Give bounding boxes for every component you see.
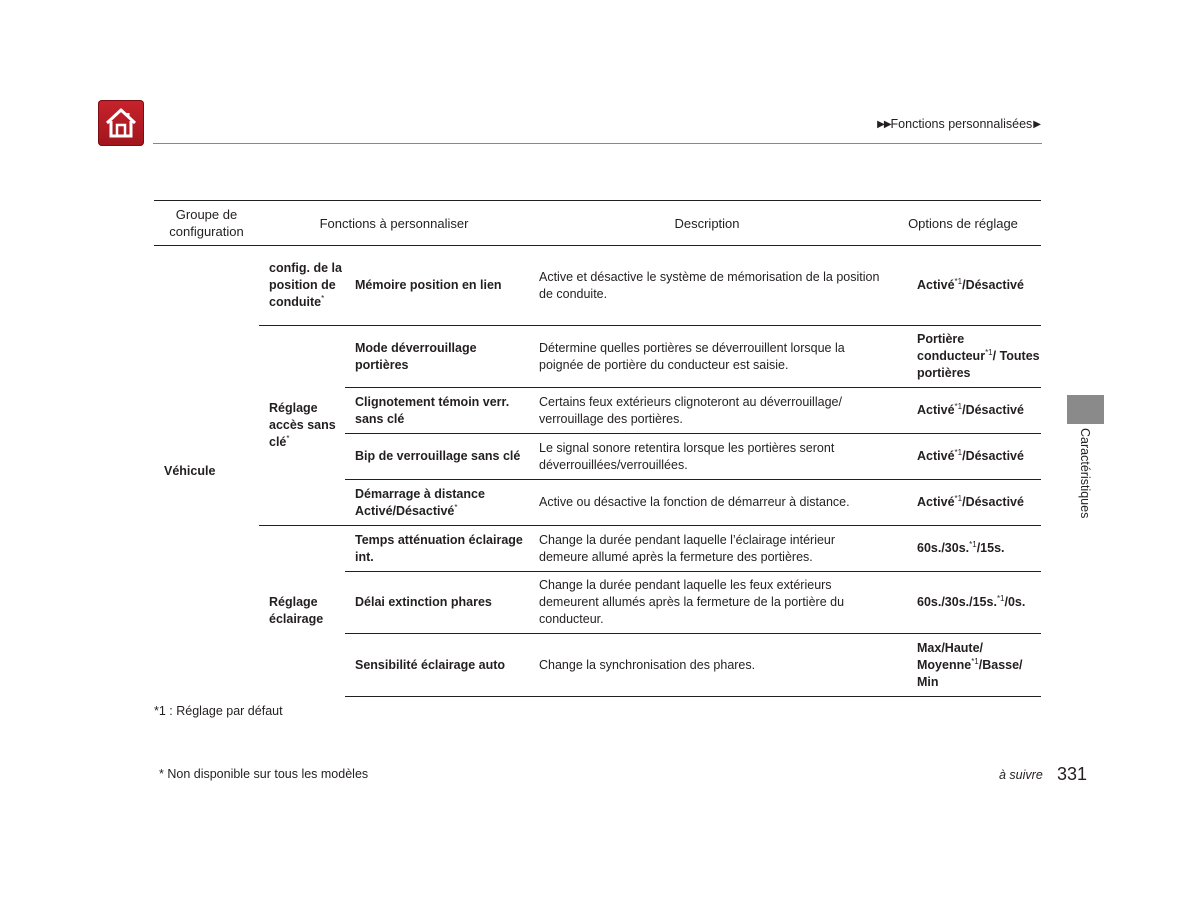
- options-cell: [885, 572, 1041, 634]
- footnote-mark: *1: [954, 402, 963, 411]
- options-cell: [885, 526, 1041, 572]
- function-cell: Délai extinction phares: [345, 572, 529, 634]
- column-header: Options de réglage: [885, 201, 1041, 246]
- footnote-mark: *1: [954, 494, 963, 503]
- description-cell: Active et désactive le système de mémorisation de la position de conduite.: [539, 269, 880, 301]
- continue-label: à suivre: [999, 768, 1043, 782]
- options-cell: [885, 246, 1041, 326]
- settings-table: [154, 200, 1041, 697]
- description-cell: Change la durée pendant laquelle l’éclairage intérieur demeure allumé après la fermeture des portières.: [529, 526, 885, 572]
- footnote-mark: *1: [954, 448, 963, 457]
- option-default: Activé: [917, 449, 955, 463]
- options-cell: [885, 434, 1041, 480]
- option-rest: /Basse/ Min: [917, 657, 1023, 689]
- footnote-mark: *1: [996, 594, 1005, 603]
- description-cell: Change la durée pendant laquelle les feux extérieurs demeurent allumés après la fermeture de la portière du conducteur.: [529, 572, 885, 634]
- chapter-tab[interactable]: [1067, 395, 1104, 424]
- option-rest: /Désactivé: [962, 278, 1024, 292]
- breadcrumb-arrows-icon: ▶▶: [877, 118, 891, 130]
- option-default: Activé: [917, 278, 955, 292]
- table-row: [154, 246, 1041, 326]
- options-cell: [885, 480, 1041, 526]
- option-rest: /0s.: [1004, 595, 1026, 609]
- function-cell: Mode déverrouillage portières: [345, 326, 529, 388]
- group-cell: [154, 246, 259, 697]
- option-default: 60s./30s.: [917, 541, 970, 555]
- function-label: Démarrage à distance Activé/Désactivé: [355, 486, 485, 518]
- footnote-mark: *1: [954, 277, 963, 286]
- column-header: Description: [529, 201, 885, 246]
- option-rest: / Toutes portières: [917, 349, 1040, 380]
- column-header: Groupe de configuration: [154, 201, 259, 246]
- option-rest: /15s.: [976, 541, 1005, 555]
- footnote-mark: *1: [971, 656, 979, 666]
- footnote-mark: *: [286, 434, 290, 443]
- option-rest: /Désactivé: [962, 403, 1024, 417]
- subgroup-cell: [259, 526, 345, 697]
- options-cell: [885, 634, 1041, 697]
- subgroup-label: config. de la position de conduite: [269, 261, 342, 309]
- table-row: [154, 526, 1041, 572]
- description-cell: Détermine quelles portières se déverrouillent lorsque la poignée de portière du conducteur est saisie.: [529, 326, 885, 388]
- function-cell: Bip de verrouillage sans clé: [345, 434, 529, 480]
- function-cell: [345, 480, 529, 526]
- option-default: 60s./30s./15s.: [917, 595, 997, 609]
- subgroup-cell: [259, 326, 345, 526]
- group-label: Véhicule: [164, 463, 216, 478]
- footnote-mark: *1: [985, 348, 993, 357]
- option-default: Activé: [917, 403, 955, 417]
- option-rest: /Désactivé: [962, 449, 1024, 463]
- options-cell: [885, 326, 1041, 388]
- description-cell: Change la synchronisation des phares.: [529, 634, 885, 697]
- home-button[interactable]: [98, 100, 144, 146]
- option-default: Max/Haute/ Moyenne: [917, 640, 983, 672]
- description-cell: Certains feux extérieurs clignoteront au déverrouillage/ verrouillage des portières.: [529, 388, 885, 434]
- function-cell: Sensibilité éclairage auto: [345, 634, 529, 697]
- subgroup-label: Réglage éclairage: [269, 595, 324, 627]
- description-cell: Active ou désactive la fonction de démarreur à distance.: [529, 480, 885, 526]
- footnote-mark: *1: [969, 540, 977, 549]
- column-header: Fonctions à personnaliser: [259, 201, 529, 246]
- function-cell: Temps atténuation éclairage int.: [345, 526, 529, 572]
- breadcrumb-end-arrow-icon: ▶: [1033, 118, 1041, 130]
- table-header-row: [154, 201, 1041, 246]
- footnote-availability: * Non disponible sur tous les modèles: [159, 767, 369, 781]
- description-cell: Le signal sonore retentira lorsque les portières seront déverrouillées/verrouillées.: [529, 434, 885, 480]
- breadcrumb-label[interactable]: Fonctions personnalisées: [890, 117, 1033, 131]
- page-number: 331: [1057, 764, 1088, 784]
- option-rest: /Désactivé: [962, 495, 1024, 509]
- options-cell: [885, 388, 1041, 434]
- option-default: Activé: [917, 495, 955, 509]
- option-default: Portière conducteur: [917, 332, 986, 363]
- footnote-default-setting: *1 : Réglage par défaut: [154, 704, 283, 718]
- chapter-tab-label[interactable]: Caractéristiques: [1078, 428, 1092, 519]
- home-icon: [104, 107, 138, 139]
- header-divider: [153, 143, 1042, 144]
- subgroup-cell: [259, 246, 345, 326]
- breadcrumb[interactable]: [877, 117, 1041, 131]
- table-row: [154, 326, 1041, 388]
- footnote-mark: *: [454, 502, 458, 512]
- function-cell: Mémoire position en lien: [355, 278, 502, 292]
- function-cell: Clignotement témoin verr. sans clé: [345, 388, 529, 434]
- footnote-mark: *: [321, 294, 325, 303]
- subgroup-label: Réglage accès sans clé: [269, 401, 336, 449]
